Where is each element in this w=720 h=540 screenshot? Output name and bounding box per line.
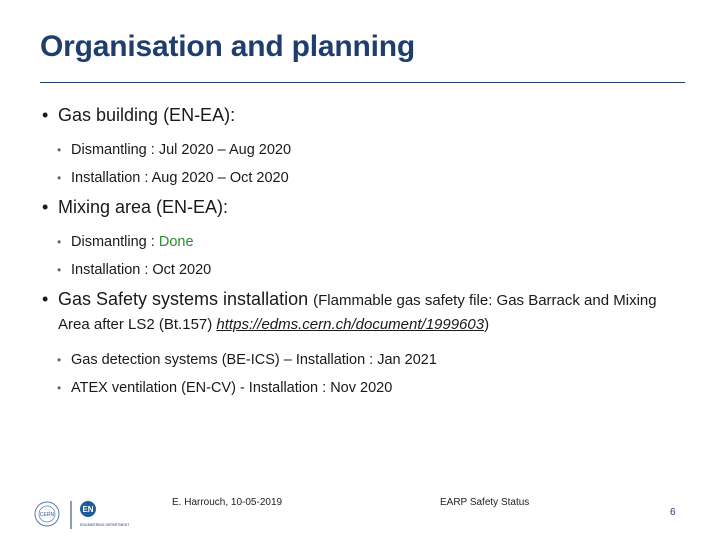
list-subitem <box>42 378 682 398</box>
subitem-text: Gas detection systems (BE-ICS) – Installation : Jan 2021 <box>71 352 437 368</box>
gas-safety-label: Gas Safety systems installation <box>58 289 309 309</box>
en-logo-icon <box>80 501 130 527</box>
list-item-mixing-area <box>42 196 682 218</box>
bullet-icon: • <box>57 171 62 185</box>
gas-building-label: Gas building (EN-EA): <box>58 105 236 125</box>
bullet-icon: • <box>57 143 62 157</box>
subitem-text: Installation : Aug 2020 – Oct 2020 <box>71 170 289 186</box>
slide-content <box>42 104 682 406</box>
title-divider <box>40 82 685 83</box>
en-logo-caption: ENGINEERING DEPARTMENT <box>80 523 130 527</box>
edms-link[interactable]: https://edms.cern.ch/document/1999603 <box>216 316 485 333</box>
bullet-icon: • <box>42 197 49 217</box>
subitem-text: Dismantling : <box>71 234 159 250</box>
footer-author-date: E. Harrouch, 10-05-2019 <box>172 497 283 508</box>
slide-title: Organisation and planning <box>40 30 416 63</box>
bullet-icon: • <box>57 235 62 249</box>
bullet-icon: • <box>42 105 49 125</box>
bullet-icon: • <box>57 263 62 277</box>
mixing-area-label: Mixing area (EN-EA): <box>58 197 229 217</box>
cern-logo-text: CERN <box>39 512 55 518</box>
bullet-icon: • <box>57 353 62 367</box>
footer-status: EARP Safety Status <box>440 497 530 508</box>
list-subitem <box>42 168 682 188</box>
list-subitem <box>42 350 682 370</box>
bullet-icon: • <box>57 381 62 395</box>
gas-safety-note: (Flammable gas safety file: Gas Barrack and Mixing Area after LS2 (Bt.157) <box>58 292 657 333</box>
bullet-icon: • <box>42 289 49 309</box>
list-item-gas-safety <box>42 288 682 336</box>
gas-safety-note-end: ) <box>484 316 490 333</box>
subitem-text: ATEX ventilation (EN-CV) - Installation : Nov 2020 <box>71 380 393 396</box>
list-subitem <box>42 140 682 160</box>
done-status: Done <box>158 234 194 250</box>
footer-logos <box>33 498 130 532</box>
list-subitem <box>42 260 682 280</box>
list-item-gas-building <box>42 104 682 126</box>
cern-logo-icon <box>35 502 59 526</box>
en-logo-text: EN <box>82 505 94 514</box>
subitem-text: Dismantling : Jul 2020 – Aug 2020 <box>71 142 292 158</box>
page-number: 6 <box>670 507 676 518</box>
subitem-text: Installation : Oct 2020 <box>71 262 212 278</box>
list-subitem <box>42 232 682 252</box>
